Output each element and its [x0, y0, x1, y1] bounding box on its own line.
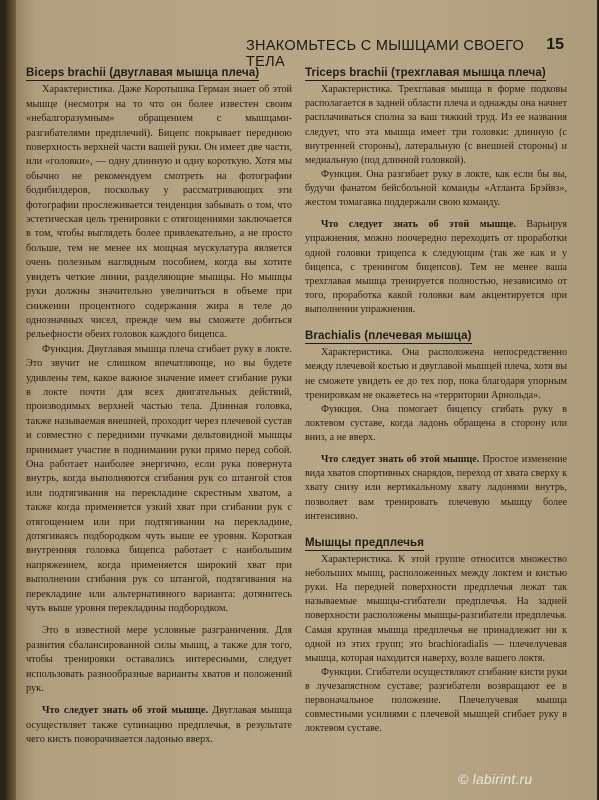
chapter-title: ЗНАКОМЬТЕСЬ С МЫШЦАМИ СВОЕГО ТЕЛА: [246, 38, 525, 70]
what-to-know-text: Варьируя упражнения, можно поочередно переходить от проработки одной головки трицепса к следующим (так же как и у бицепса, с тренингом бицепсов). Тем не менее ваша трехглавая мышца тренируется полностью, независимо от того, проработка какой головки вам акцентируется при выполнении упражнения.: [305, 219, 567, 315]
brachialis-heading: Brachialis (плечевая мышца): [305, 329, 472, 344]
triceps-what-to-know: [305, 218, 567, 317]
running-header: [234, 34, 564, 70]
what-to-know-label: Что следует знать об этой мышце.: [321, 454, 480, 466]
triceps-function: Функция. Она разгибает руку в локте, как если бы вы, будучи фанатом бейсбольной команды «Атланта Брэйвз», жестом томагавка поддержали свою команду.: [305, 168, 567, 209]
right-column: [305, 66, 567, 737]
watermark: © labirint.ru: [458, 771, 533, 787]
biceps-note: Это в известной мере условные разграничения. Для развития сбалансированной силы мышц, а также для того, чтобы тренировки оставались интересными, следует использовать разнообразные варианты хватов и положений рук.: [26, 625, 292, 695]
triceps-heading: Triceps brachii (трехглавая мышца плеча): [305, 66, 546, 81]
brachialis-characteristic: Характеристика. Она расположена непосредственно между плечевой костью и двуглавой мышцей плеча, хотя вы не сможете увидеть ее до тех пор, пока благодаря упорным тренировкам не окажетесь на «территории Арнольда».: [305, 347, 567, 401]
what-to-know-label: Что следует знать об этой мышце.: [42, 705, 209, 717]
forearm-characteristic: Характеристика. К этой группе относится множество небольших мышц, расположенных между локтем и кистью руки. На передней поверхности предплечья лежат так называемые мышцы-сгибатели предплечья. На задней поверхности расположены мышцы-разгибатели предплечья. Самая крупная мышца предплечья не принадлежит ни к одной из этих групп; это brachioradialis — плечелучевая мышца, которая находится наверху, возле вашего локтя.: [305, 553, 567, 664]
book-spine: [6, 0, 16, 800]
forearm-heading: Мышцы предплечья: [305, 536, 424, 551]
biceps-heading: Biceps brachii (двуглавая мышца плеча): [26, 66, 259, 81]
forearm-function: Функции. Сгибатели осуществляют сгибание кисти руки в лучезапястном суставе; разгибатели возвращают ее в первоначальное положение. Плечелучевая мышца совместными усилиями с плечевой мышцей сгибает руку в локтевом суставе.: [305, 666, 567, 735]
brachialis-function: Функция. Она помогает бицепсу сгибать руку в локтевом суставе, когда ладонь обращена в сторону или вниз, а не вверх.: [305, 403, 567, 443]
biceps-what-to-know: [26, 704, 292, 747]
biceps-characteristic: Характеристика. Даже Коротышка Герман знает об этой мышце (несмотря на то что он более известен своим «небалгоразумным» обращением с мышцами-разгибателями предплечий). Бицепс покрывает переднюю поверхность верхней части вашей руки. Он имеет две части, или «головки», — одну длинную и одну короткую. Хотя мы обычно не рекомендуем смотреть на фотографии бодибилдеров, поскольку у рассматривающих эти фотографии прослеживается тенденция забывать о том, что эстетическая цель тренировки с отягощениями заключается в том, чтобы выглядеть более привлекательно, а не просто больше, тем не менее их мощная мускулатура является очень полезным наглядным пособием, когда вы хотите увидеть четкие линии, разделяющие мышцы. Но мышцы руки должны значительно увеличиться в объеме при снижении процентного содержания жира в теле до однозначных чисел, прежде чем вы сможете добиться рельефности обеих головок каждого бицепса.: [26, 84, 292, 341]
triceps-characteristic: Характеристика. Трехглавая мышца в форме подковы располагается в задней области плеча и однажды она начнет расплачиваться сполна за ваш тяжкий труд. Из ее названия следует, что эта мышца имеет три головки: длинную (с внутренней стороны), латеральную (с внешней стороны) и медиальную (под длинной головкой).: [305, 84, 567, 166]
brachialis-what-to-know: [305, 453, 567, 524]
left-column: [26, 66, 292, 748]
what-to-know-text: Двуглавая мышца осуществляет также супинацию предплечья, в результате чего кисть поворачивается ладонью вверх.: [26, 705, 292, 746]
biceps-function: Функция. Двуглавая мышца плеча сгибает руку в локте. Это звучит не слишком впечатляюще, но вы будете удивлены тем, какое важное значение имеет сгибание руки в локте почти для всех двигательных действий, производимых верхней частью тела. Длинная головка, также называемая внешней, проходит через плечевой сустав и совместно с передними пучками дельтовидной мышцы принимает участие в поднимании руки прямо перед собой. Она работает наиболее энергично, если рука повернута внутрь, когда выполняются сгибания рук со штангой стоя или подтягивания на перекладине скрестным хватом, а также когда применяется узкий хват при сгибании рук с отягощением или при подтягивании на перекладине, дотягиваясь подбородком чуть выше ее уровня. Короткая внутренняя головка бицепса работает с наибольшим напряжением, когда применяется широкий хват при выполнении сгибания рук со штангой, подтягивания на перекладине или альтернативного варианта: дотянитесь чуть выше уровня перекладины подбородком.: [26, 343, 292, 615]
what-to-know-label: Что следует знать об этой мышце.: [321, 219, 516, 231]
book-page: [6, 0, 597, 800]
what-to-know-text: Простое изменение вида хватов спортивных снарядов, переход от хвата сверху к хвату снизу или вертикальному хвату ладонями внутрь, позволяет вам тренировать плечевую мышцу более интенсивно.: [305, 454, 567, 522]
page-number: 15: [546, 36, 564, 53]
